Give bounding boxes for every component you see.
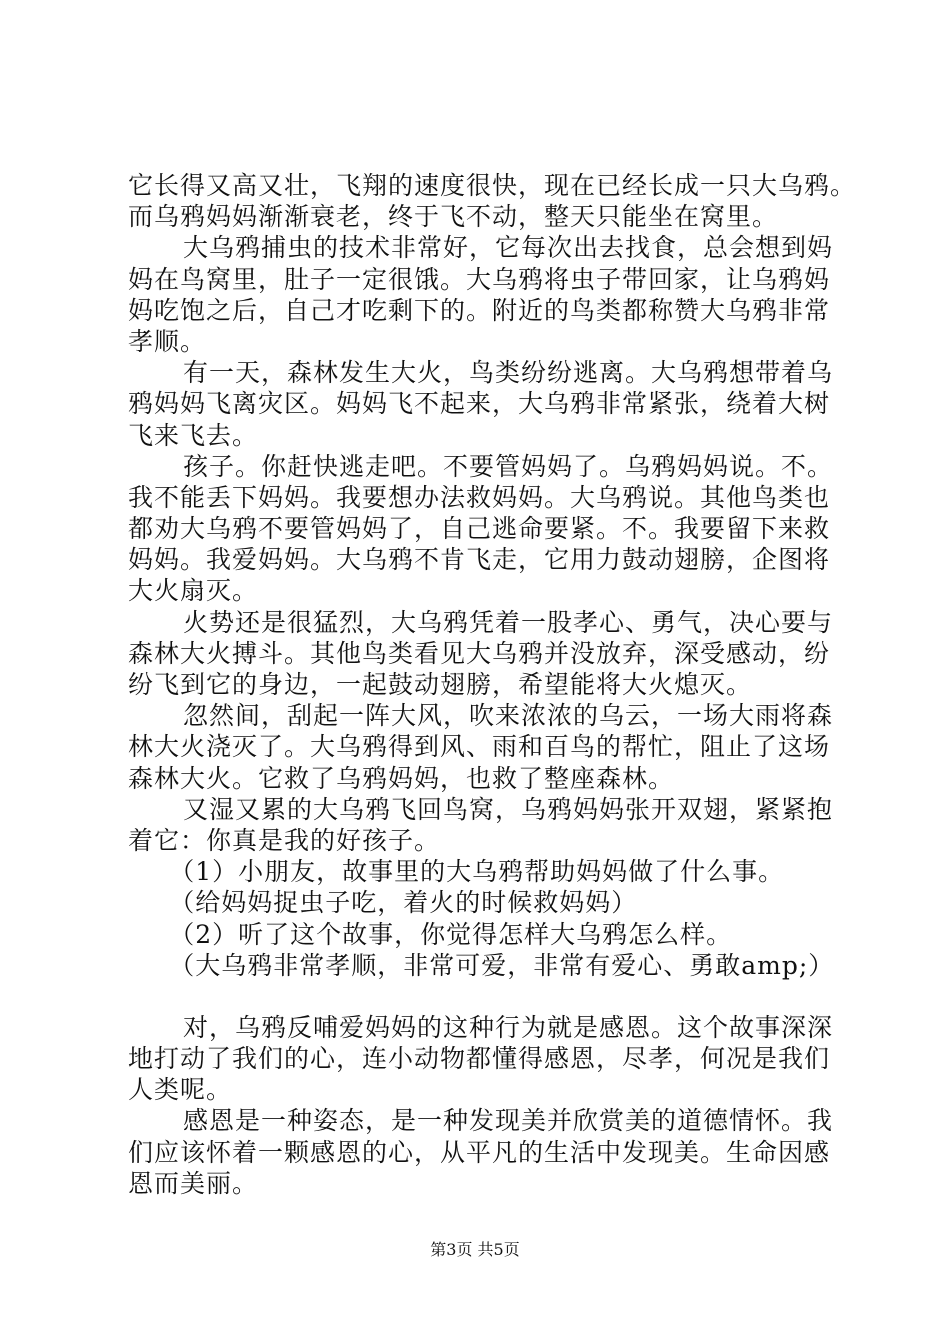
text-line: 孩子。你赶快逃走吧。不要管妈妈了。乌鸦妈妈说。不。: [183, 451, 834, 481]
text-line: 而乌鸦妈妈渐渐衰老，终于飞不动，整天只能坐在窝里。: [128, 202, 779, 232]
text-line: 我不能丢下妈妈。我要想办法救妈妈。大乌鸦说。其他鸟类也: [128, 482, 831, 512]
blank-line: [128, 981, 838, 1012]
text-line: 妈吃饱之后，自己才吃剩下的。附近的鸟类都称赞大乌鸦非常: [128, 295, 831, 325]
text-line: 又湿又累的大乌鸦飞回鸟窝，乌鸦妈妈张开双翅，紧紧抱: [183, 794, 834, 824]
text-line: 森林大火。它救了乌鸦妈妈，也救了整座森林。: [128, 763, 675, 793]
text-line: （2）听了这个故事，你觉得怎样大乌鸦怎么样。: [169, 919, 733, 949]
text-line: 忽然间，刮起一阵大风，吹来浓浓的乌云，一场大雨将森: [183, 701, 834, 731]
document-body: [128, 170, 857, 1199]
text-line: 大乌鸦捕虫的技术非常好，它每次出去找食，总会想到妈: [183, 233, 834, 263]
text-line: 大火扇灭。: [128, 576, 259, 606]
text-line: 它长得又高又壮，飞翔的速度很快，现在已经长成一只大乌鸦。: [128, 171, 857, 200]
text-line: 林大火浇灭了。大乌鸦得到风、雨和百鸟的帮忙，阻止了这场: [128, 732, 831, 762]
text-line: 都劝大乌鸦不要管妈妈了，自己逃命要紧。不。我要留下来救: [128, 514, 831, 544]
text-line: 妈妈。我爱妈妈。大乌鸦不肯飞走，它用力鼓动翅膀，企图将: [128, 545, 831, 575]
text-line: 妈在鸟窝里，肚子一定很饿。大乌鸦将虫子带回家，让乌鸦妈: [128, 264, 831, 294]
text-line: 感恩是一种姿态，是一种发现美并欣赏美的道德情怀。我: [183, 1106, 834, 1136]
text-line: 纷飞到它的身边，一起鼓动翅膀，希望能将大火熄灭。: [128, 670, 753, 699]
text-line: 飞来飞去。: [128, 420, 259, 450]
page-footer: 第3页 共5页: [430, 1240, 520, 1259]
text-line: 着它：你真是我的好孩子。: [128, 825, 441, 855]
text-line: 恩而美丽。: [128, 1168, 259, 1198]
text-line: 森林大火搏斗。其他鸟类看见大乌鸦并没放弃，深受感动，纷: [128, 638, 831, 668]
text-line: 有一天，森林发生大火，鸟类纷纷逃离。大乌鸦想带着乌: [183, 358, 834, 388]
text-line: 地打动了我们的心，连小动物都懂得感恩，尽孝，何况是我们: [128, 1044, 831, 1074]
text-line: 鸦妈妈飞离灾区。妈妈飞不起来，大乌鸦非常紧张，绕着大树: [128, 389, 831, 419]
text-line: （给妈妈捉虫子吃，着火的时候救妈妈）: [169, 888, 638, 918]
text-line: （1）小朋友，故事里的大乌鸦帮助妈妈做了什么事。: [169, 857, 785, 887]
text-line: 火势还是很猛烈，大乌鸦凭着一股孝心、勇气，决心要与: [183, 607, 834, 637]
text-line: 们应该怀着一颗感恩的心，从平凡的生活中发现美。生命因感: [128, 1137, 831, 1167]
text-line: 对，乌鸦反哺爱妈妈的这种行为就是感恩。这个故事深深: [183, 1012, 834, 1042]
text-line: （大乌鸦非常孝顺，非常可爱，非常有爱心、勇敢amp;）: [169, 950, 835, 980]
text-line: 人类呢。: [128, 1075, 233, 1105]
text-line: 孝顺。: [128, 326, 207, 356]
